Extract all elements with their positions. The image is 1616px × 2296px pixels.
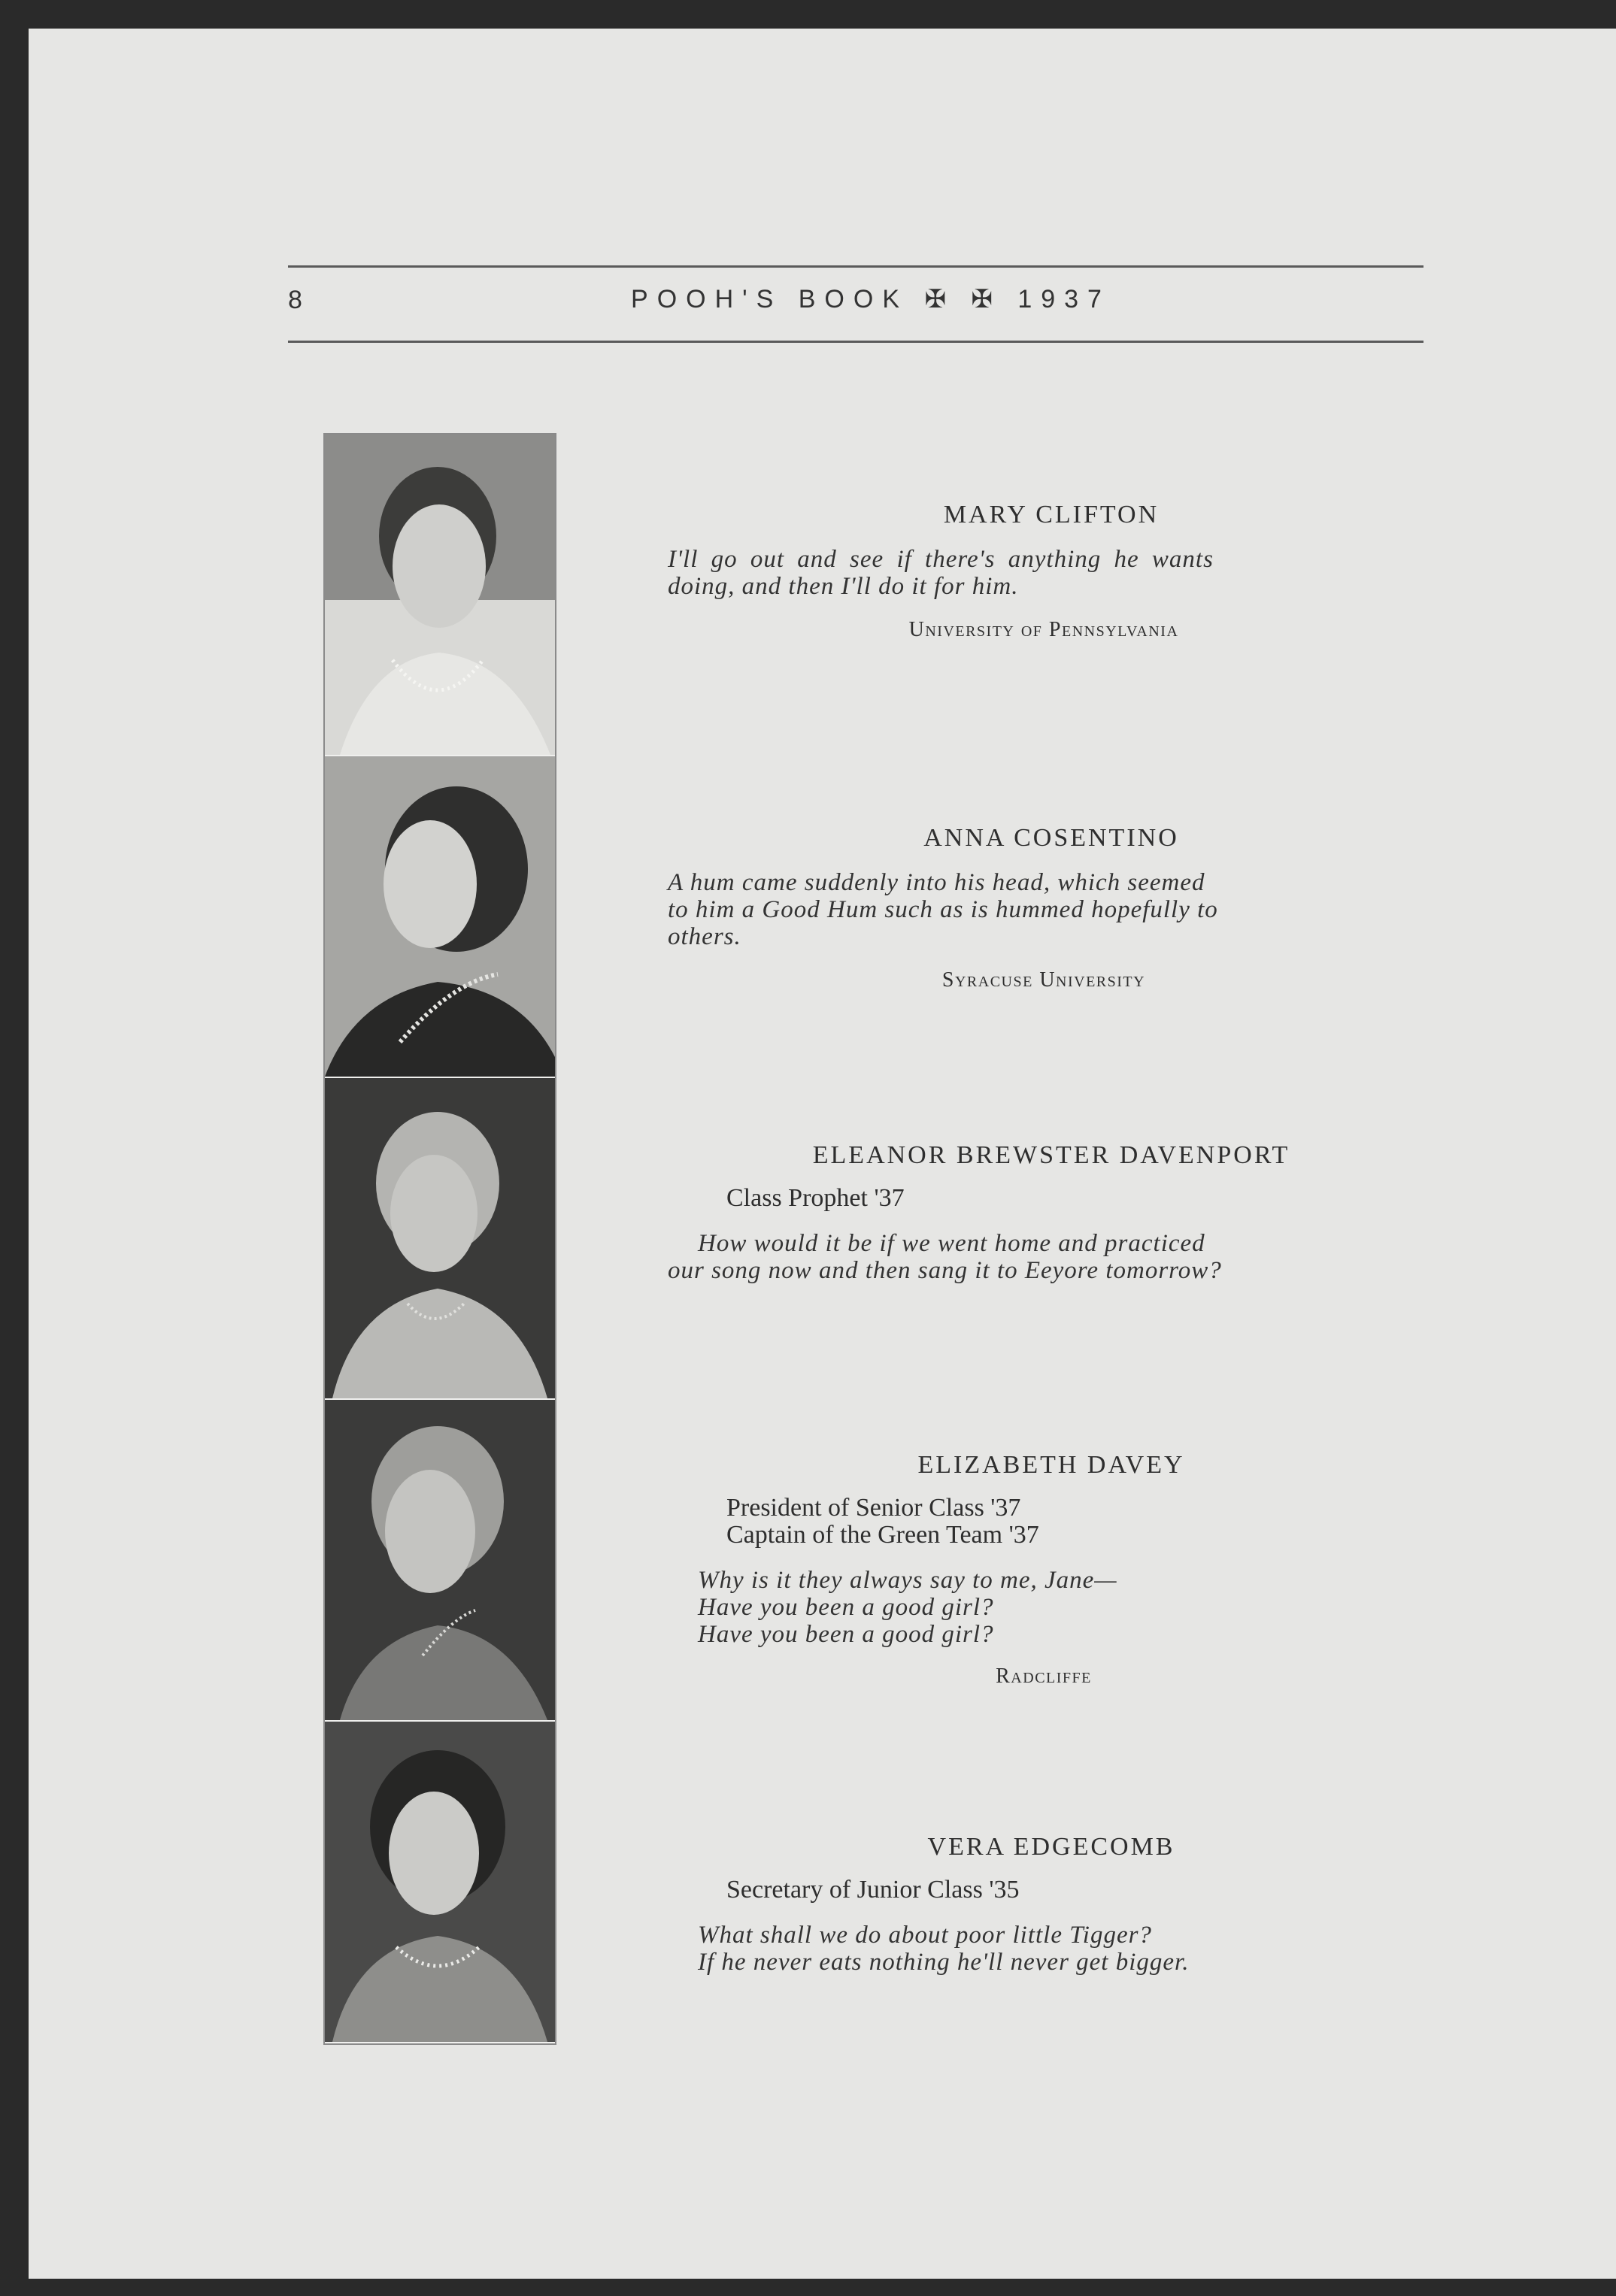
student-college: University of Pennsylvania <box>908 618 1179 641</box>
portrait-mary-clifton <box>325 435 555 755</box>
entry-eleanor-davenport <box>668 1141 1420 1284</box>
student-name: ELIZABETH DAVEY <box>917 1451 1185 1479</box>
student-name: VERA EDGECOMB <box>927 1833 1175 1861</box>
student-quote: Why is it they always say to me, Jane— Have you been a good girl? Have you been a good girl? <box>698 1567 1117 1648</box>
running-title: POOH'S BOOK ✠ ✠ 1937 <box>631 285 1111 314</box>
page-number: 8 <box>288 286 302 314</box>
student-quote: What shall we do about poor little Tigger? If he never eats nothing he'll never get bigger. <box>698 1922 1190 1976</box>
page-header <box>288 265 1423 343</box>
entry-anna-cosentino <box>668 824 1420 992</box>
portrait-vera-edgecomb <box>325 1722 555 2042</box>
portrait-strip <box>323 433 556 2045</box>
entry-vera-edgecomb <box>668 1833 1420 1976</box>
student-college: Radcliffe <box>996 1664 1092 1688</box>
student-quote: I'll go out and see if there's anything he wants doing, and then I'll do it for him. <box>668 546 1214 600</box>
portrait-elizabeth-davey <box>325 1400 555 1720</box>
student-role: Secretary of Junior Class '35 <box>726 1876 1020 1904</box>
yearbook-page <box>29 29 1616 2279</box>
student-college: Syracuse University <box>941 968 1146 992</box>
student-quote: A hum came suddenly into his head, which seemed to him a Good Hum such as is hummed hopefully to others. <box>668 869 1218 950</box>
student-quote: How would it be if we went home and practiced our song now and then sang it to Eeyore tomorrow? <box>668 1230 1222 1284</box>
portrait-anna-cosentino <box>325 756 555 1077</box>
entry-mary-clifton <box>668 501 1420 642</box>
student-role: Class Prophet '37 <box>726 1184 905 1212</box>
student-name: ELEANOR BREWSTER DAVENPORT <box>812 1141 1290 1169</box>
entry-elizabeth-davey <box>668 1451 1420 1689</box>
portrait-eleanor-davenport <box>325 1078 555 1398</box>
student-name: MARY CLIFTON <box>943 501 1160 529</box>
student-name: ANNA COSENTINO <box>923 824 1179 852</box>
student-roles: President of Senior Class '37 Captain of the Green Team '37 <box>726 1494 1039 1549</box>
